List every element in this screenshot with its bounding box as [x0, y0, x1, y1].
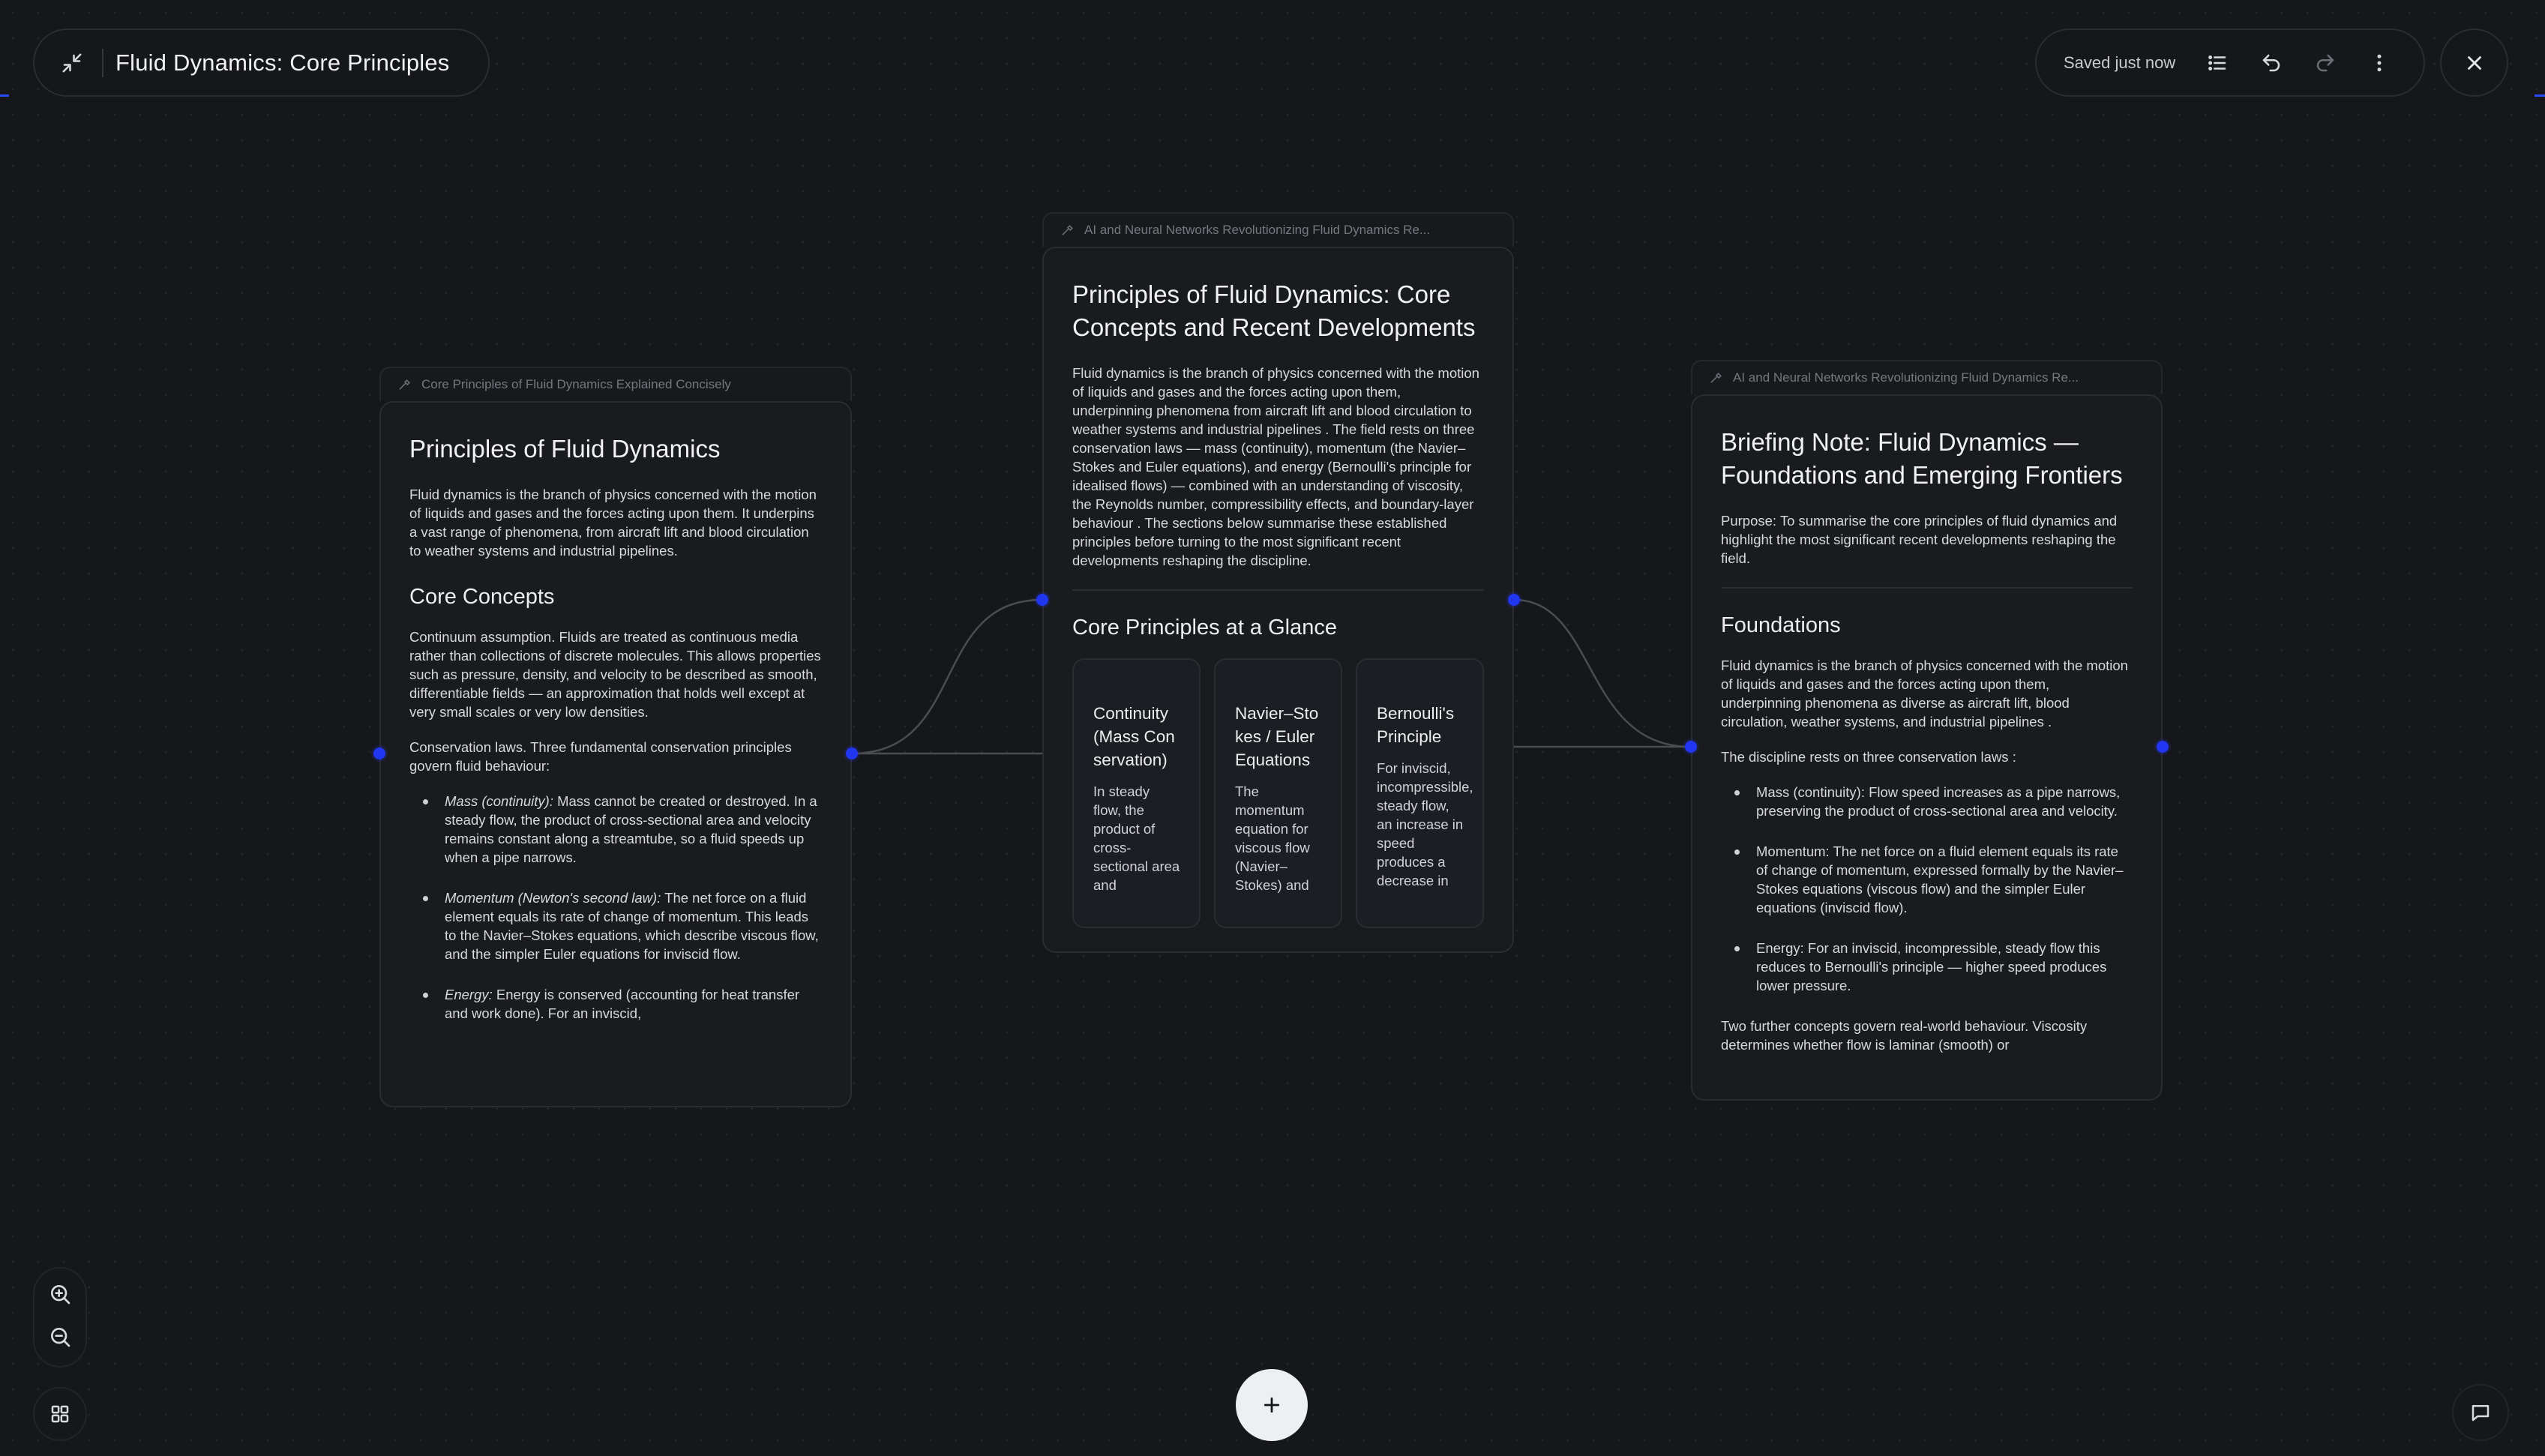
principle-card-title: Continuity (Mass Conservation)	[1093, 704, 1175, 769]
principle-card-title: Bernoulli's Principle	[1377, 704, 1455, 746]
card-source-tab[interactable]	[379, 367, 852, 401]
connection-handle[interactable]	[1685, 741, 1697, 753]
connection-handle[interactable]	[1508, 594, 1520, 606]
list-item: Mass (continuity): Flow speed increases as a pipe narrows, preserving the product of cross-sectional area and velocity.	[1721, 783, 2133, 820]
edge-indicator-right	[2535, 94, 2545, 97]
card-purpose: Purpose: To summarise the core principles of fluid dynamics and highlight the most significant recent developments reshaping the field.	[1721, 513, 2118, 566]
zoom-out-icon[interactable]	[48, 1325, 72, 1353]
grid-view-button[interactable]	[33, 1387, 87, 1441]
list-item: Momentum: The net force on a fluid element equals its rate of change of momentum, expressed formally by the Navier–Stokes equations (viscous flow) and the simpler Euler equations (inviscid flow).	[1721, 842, 2133, 917]
title-divider	[102, 49, 103, 77]
connection-handle[interactable]	[2157, 741, 2169, 753]
card-title: Principles of Fluid Dynamics: Core Concepts and Recent Developments	[1072, 280, 1476, 341]
card-body	[1691, 394, 2163, 1101]
card-body	[379, 401, 852, 1107]
redo-icon[interactable]	[2306, 43, 2345, 82]
card-source-label: AI and Neural Networks Revolutionizing Fluid Dynamics Re...	[1084, 223, 1431, 237]
toolbar	[2035, 28, 2425, 97]
list-text: Mass cannot be created or destroyed. In a steady flow, the product of cross-sectional area and velocity remains constant along a streamtube, so a fluid speeds up when a pipe narrows.	[445, 793, 817, 865]
card-intro: Fluid dynamics is the branch of physics concerned with the motion of liquids and gases and the forces acting upon them. It underpins a vast range of phenomena, from aircraft lift and blood circulation to weather systems and industrial pipelines.	[409, 487, 817, 559]
card-intro: Fluid dynamics is the branch of physics concerned with the motion of liquids and gases and the forces acting upon them, underpinning phenomena as diverse as aircraft lift, blood circulation, weather systems, and industrial pipelines .	[1721, 658, 2128, 729]
more-vertical-icon[interactable]	[2360, 43, 2399, 82]
close-icon	[2463, 52, 2486, 74]
grid-icon	[49, 1403, 71, 1425]
save-status: Saved just now	[2064, 52, 2176, 72]
paragraph-conservation: Conservation laws. Three fundamental conservation principles govern fluid behaviour:	[409, 739, 792, 774]
zoom-in-icon[interactable]	[48, 1282, 72, 1310]
list-term: Energy:	[445, 987, 493, 1002]
hammer-icon	[397, 377, 412, 392]
section-heading: Foundations	[1721, 613, 1841, 637]
laws-intro: The discipline rests on three conservation laws :	[1721, 749, 2016, 765]
hammer-icon	[1060, 223, 1075, 238]
card-intro: Fluid dynamics is the branch of physics concerned with the motion of liquids and gases and the forces acting upon them, underpinning phenomena from aircraft lift and blood circulation to weather systems and industrial pipelines . The field rests on three conservation laws — mass (continuity), momentum (the Navier–Stokes and Euler equations), and energy (Bernoulli's principle for idealised flows) — combined with an understanding of viscosity, the Reynolds number, compressibility effects, and boundary-layer behaviour . The sections below summarise these established principles before turning to the most significant recent developments reshaping the discipline.	[1072, 365, 1479, 568]
list-text: The net force on a fluid element equals its rate of change of momentum. This leads to the Navier–Stokes equations, which describe viscous flow, and the simpler Euler equations for inviscid flow.	[445, 890, 819, 962]
principle-card-continuity[interactable]	[1072, 658, 1201, 928]
chat-icon	[2469, 1401, 2492, 1424]
card-source-tab[interactable]	[1042, 212, 1514, 247]
divider	[1072, 589, 1484, 591]
document-title[interactable]: Fluid Dynamics: Core Principles	[115, 49, 450, 76]
card-title: Briefing Note: Fluid Dynamics — Foundations and Emerging Frontiers	[1721, 428, 2123, 489]
principle-card-body: The momentum equation for viscous flow (Navier–Stokes) and	[1235, 783, 1310, 893]
laws-list	[1721, 783, 2133, 995]
card-source-label: Core Principles of Fluid Dynamics Explained Concisely	[421, 377, 731, 391]
connector-left-center	[852, 600, 1042, 753]
plus-icon	[1261, 1394, 1283, 1416]
list-text: Energy is conserved (accounting for heat transfer and work done). For an inviscid,	[445, 987, 800, 1021]
connection-handle[interactable]	[846, 747, 858, 759]
list-term: Mass (continuity):	[445, 793, 553, 809]
section-heading: Core Concepts	[409, 585, 555, 609]
card-core-concepts[interactable]	[1042, 212, 1514, 953]
undo-icon[interactable]	[2252, 43, 2291, 82]
edge-indicator-left	[0, 94, 9, 97]
list-term: Momentum (Newton's second law):	[445, 890, 661, 906]
principle-card-title: Navier–Stokes / Euler Equations	[1235, 704, 1319, 769]
card-title: Principles of Fluid Dynamics	[409, 435, 721, 463]
card-briefing-note[interactable]	[1691, 360, 2163, 1101]
principle-card-bernoulli[interactable]	[1356, 658, 1484, 928]
close-button[interactable]	[2440, 28, 2508, 97]
list-item	[409, 985, 822, 1023]
divider	[1721, 587, 2133, 589]
conservation-list	[409, 792, 822, 1023]
hammer-icon	[1709, 370, 1724, 385]
list-icon[interactable]	[2198, 43, 2237, 82]
paragraph-continuum: Continuum assumption. Fluids are treated as continuous media rather than collections of discrete molecules. This allows properties such as pressure, density, and velocity to be described as smooth, differentiable fields — an approximation that holds well except at very small scales or very low densities.	[409, 629, 821, 720]
collapse-arrows-icon[interactable]	[55, 46, 88, 79]
connection-handle[interactable]	[373, 747, 385, 759]
principle-card-navier-stokes[interactable]	[1214, 658, 1342, 928]
principle-card-body: For inviscid, incompressible, steady flow, an increase in speed produces a decrease in	[1377, 760, 1473, 888]
list-item	[409, 792, 822, 867]
zoom-controls	[33, 1267, 87, 1368]
principle-cards	[1072, 658, 1484, 928]
card-source-tab[interactable]	[1691, 360, 2163, 394]
connector-center-right	[1514, 600, 1691, 747]
card-body	[1042, 247, 1514, 953]
principle-card-body: In steady flow, the product of cross-sectional area and	[1093, 783, 1180, 893]
section-heading: Core Principles at a Glance	[1072, 616, 1337, 640]
add-button[interactable]	[1236, 1369, 1308, 1441]
list-item	[409, 888, 822, 963]
list-item: Energy: For an inviscid, incompressible, steady flow this reduces to Bernoulli's principle — higher speed produces lower pressure.	[1721, 939, 2133, 995]
closing-paragraph: Two further concepts govern real-world behaviour. Viscosity determines whether flow is laminar (smooth) or	[1721, 1018, 2088, 1053]
chat-button[interactable]	[2452, 1384, 2509, 1441]
card-principles[interactable]	[379, 367, 852, 1107]
connection-handle[interactable]	[1036, 594, 1048, 606]
card-source-label: AI and Neural Networks Revolutionizing Fluid Dynamics Re...	[1733, 370, 2079, 385]
document-title-bar	[33, 28, 490, 97]
